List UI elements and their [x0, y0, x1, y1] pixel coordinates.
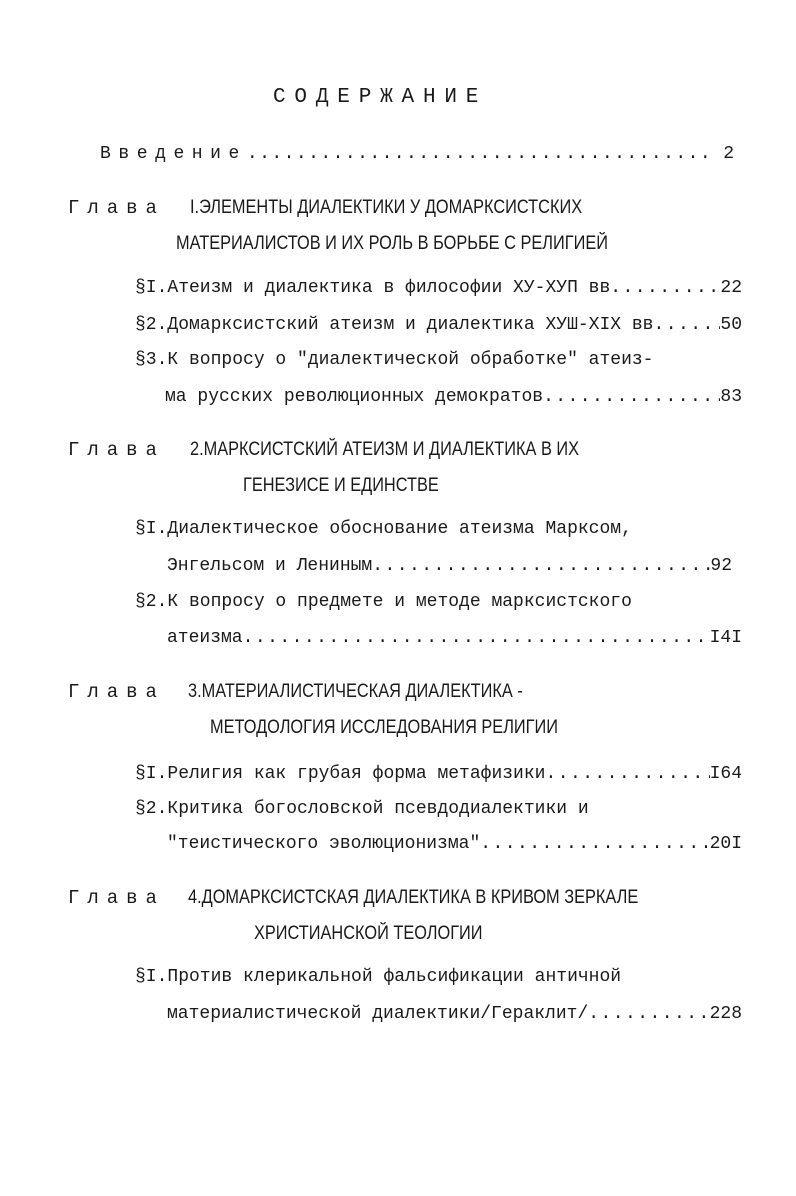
toc-entry-ch2-s2[interactable] — [167, 626, 742, 650]
dot-leader — [372, 554, 710, 578]
section-title-continued: ма русских революционных демократов — [165, 387, 544, 407]
toc-entry-intro[interactable] — [100, 142, 734, 166]
dot-leader — [243, 626, 710, 650]
chapter-4-heading-line1: 4.ДОМАРКСИСТСКАЯ ДИАЛЕКТИКА В КРИВОМ ЗЕРКАЛЕ — [188, 887, 639, 908]
section-title-continued: атеизма — [167, 628, 243, 648]
section-title-continued: Энгельсом и Лениным — [167, 556, 373, 576]
dot-leader — [653, 313, 720, 337]
dot-leader — [247, 142, 713, 166]
section-page-number: I4I — [709, 628, 742, 648]
chapter-1-heading-line2: МАТЕРИАЛИСТОВ И ИХ РОЛЬ В БОРЬБЕ С РЕЛИГИЕЙ — [176, 233, 608, 254]
toc-entry-ch1-s2[interactable] — [135, 313, 742, 337]
toc-entry-ch2-s2-line1[interactable]: §2.К вопросу о предмете и методе марксистского — [135, 592, 632, 612]
section-title: §I.Атеизм и диалектика в философии ХУ-ХУП вв — [135, 278, 611, 298]
section-page-number: I64 — [709, 764, 742, 784]
intro-label: Введение — [100, 144, 247, 164]
section-page-number: 92 — [710, 556, 732, 576]
section-page-number: 20I — [709, 834, 742, 854]
toc-entry-ch4-s1-line1[interactable]: §I.Против клерикальной фальсификации античной — [135, 967, 622, 987]
toc-entry-ch3-s2[interactable] — [167, 832, 742, 856]
chapter-2-label: Глава — [68, 439, 165, 461]
chapter-3-label: Глава — [68, 681, 165, 703]
section-title: §I.Религия как грубая форма метафизики — [135, 764, 546, 784]
chapter-3-heading-line2: МЕТОДОЛОГИЯ ИССЛЕДОВАНИЯ РЕЛИГИИ — [210, 717, 559, 738]
dot-leader — [480, 832, 709, 856]
intro-page-number: 2 — [723, 144, 734, 164]
section-page-number: 50 — [720, 315, 742, 335]
chapter-3-heading-line1: 3.МАТЕРИАЛИСТИЧЕСКАЯ ДИАЛЕКТИКА - — [188, 681, 523, 702]
dot-leader — [588, 1002, 709, 1026]
chapter-2-heading-line2: ГЕНЕЗИСЕ И ЕДИНСТВЕ — [243, 475, 439, 496]
chapter-2-heading-line1: 2.МАРКСИСТСКИЙ АТЕИЗМ И ДИАЛЕКТИКА В ИХ — [190, 439, 580, 460]
toc-entry-ch3-s1[interactable] — [135, 762, 742, 786]
toc-entry-ch1-s3-line1[interactable]: §3.К вопросу о "диалектической обработке" атеиз- — [135, 350, 654, 370]
chapter-1-label: Глава — [68, 197, 165, 219]
toc-entry-ch1-s3[interactable] — [165, 385, 742, 409]
chapter-1-heading-line1: I.ЭЛЕМЕНТЫ ДИАЛЕКТИКИ У ДОМАРКСИСТСКИХ — [190, 197, 583, 218]
toc-entry-ch2-s1-line1[interactable]: §I.Диалектическое обоснование атеизма Марксом, — [135, 519, 632, 539]
section-page-number: 22 — [720, 278, 742, 298]
section-page-number: 83 — [720, 387, 742, 407]
page-title: СОДЕРЖАНИЕ — [273, 86, 488, 109]
chapter-4-label: Глава — [68, 887, 165, 909]
toc-entry-ch1-s1[interactable] — [135, 276, 742, 300]
toc-entry-ch3-s2-line1[interactable]: §2.Критика богословской псевдодиалектики и — [135, 799, 589, 819]
dot-leader — [543, 385, 720, 409]
section-title-continued: материалистической диалектики/Гераклит/ — [167, 1004, 589, 1024]
chapter-4-heading-line2: ХРИСТИАНСКОЙ ТЕОЛОГИИ — [254, 923, 483, 944]
toc-entry-ch2-s1[interactable] — [167, 554, 732, 578]
section-page-number: 228 — [709, 1004, 742, 1024]
dot-leader — [545, 762, 709, 786]
section-title: §2.Домарксистский атеизм и диалектика ХУШ-XIX вв — [135, 315, 654, 335]
section-title-continued: "теистического эволюционизма" — [167, 834, 481, 854]
toc-entry-ch4-s1[interactable] — [167, 1002, 742, 1026]
dot-leader — [610, 276, 720, 300]
